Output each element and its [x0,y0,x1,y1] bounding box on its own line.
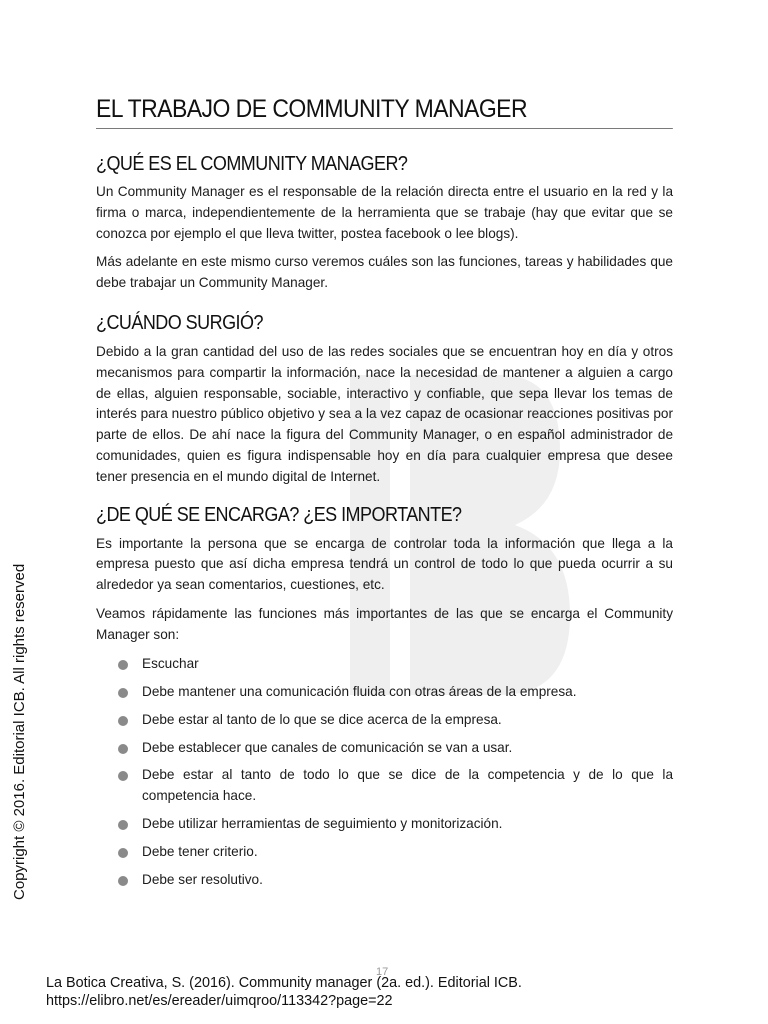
list-item-text: Debe utilizar herramientas de seguimiento y monitorización. [142,816,503,832]
bullet-icon [118,876,128,886]
bullet-icon [118,820,128,830]
list-item-text: Debe tener criterio. [142,844,258,860]
functions-list [96,654,673,891]
bullet-icon [118,848,128,858]
paragraph: Debido a la gran cantidad del uso de las redes sociales que se encuentran hoy en día y otros mecanismos para compartir la información, nace la necesidad de mantener a alguien a cargo de ellas, alguien responsable, sociable, interactivo y confiable, que sepa llevar los temas de interés para nuestro público objetivo y sea a la vez capaz de ocasionar reacciones positivas por parte de ellos. De ahí nace la figura del Community Manager, o en español administrador de comunidades, quien es figura indispensable hoy en día para cualquier empresa que desee tener presencia en el mundo digital de Internet. [96,343,673,484]
bullet-icon [118,744,128,754]
page-content [96,92,673,898]
list-item [96,710,673,731]
list-item-text: Escuchar [142,655,199,671]
list-item-text: Debe estar al tanto de todo lo que se dice de la competencia y de lo que la competencia hace. [142,767,673,804]
bullet-icon [118,771,128,781]
section-title-cuando-surgio: ¿CUÁNDO SURGIÓ? [96,311,263,334]
list-item [96,682,673,703]
section-title-que-es: ¿QUÉ ES EL COMMUNITY MANAGER? [96,153,408,175]
paragraph: Más adelante en este mismo curso veremos cuáles son las funciones, tareas y habilidades que debe trabajar un Community Manager. [96,254,673,291]
list-item-text: Debe mantener una comunicación fluida con otras áreas de la empresa. [142,683,577,699]
page-number: 17 [376,966,389,978]
chapter-title: EL TRABAJO DE COMMUNITY MANAGER [96,92,673,129]
paragraph: Veamos rápidamente las funciones más importantes de las que se encarga el Community Manager son: [96,605,673,642]
list-item [96,814,673,835]
list-item-text: Debe establecer que canales de comunicación se van a usar. [142,739,513,755]
list-item [96,765,673,807]
list-item [96,870,673,891]
list-item-text: Debe ser resolutivo. [142,872,263,888]
bullet-icon [118,716,128,726]
section-title-de-que-se-encarga: ¿DE QUÉ SE ENCARGA? ¿ES IMPORTANTE? [96,503,462,526]
bullet-icon [118,688,128,698]
list-item [96,654,673,675]
paragraph: Un Community Manager es el responsable de la relación directa entre el usuario en la red y la firma o marca, independientemente de la herramienta que se trabaje (hay que evitar que se conozca por ejemplo el que lleva twitter, postea facebook o lee blogs). [96,184,673,241]
list-item [96,738,673,759]
side-copyright-notice: Copyright © 2016. Editorial ICB. All rights reserved [11,563,28,900]
bullet-icon [118,660,128,670]
citation-footer: La Botica Creativa, S. (2016). Community manager (2a. ed.). Editorial ICB. https://elibro.net/es/ereader/uimqroo/113342?page=22 [46,975,522,1009]
list-item-text: Debe estar al tanto de lo que se dice acerca de la empresa. [142,711,502,727]
list-item [96,842,673,863]
paragraph: Es importante la persona que se encarga de controlar toda la información que llega a la empresa puesto que así dicha empresa tendrá un control de todo lo que pueda ocurrir a su alrededor ya sean comentarios, cuestiones, etc. [96,535,673,593]
